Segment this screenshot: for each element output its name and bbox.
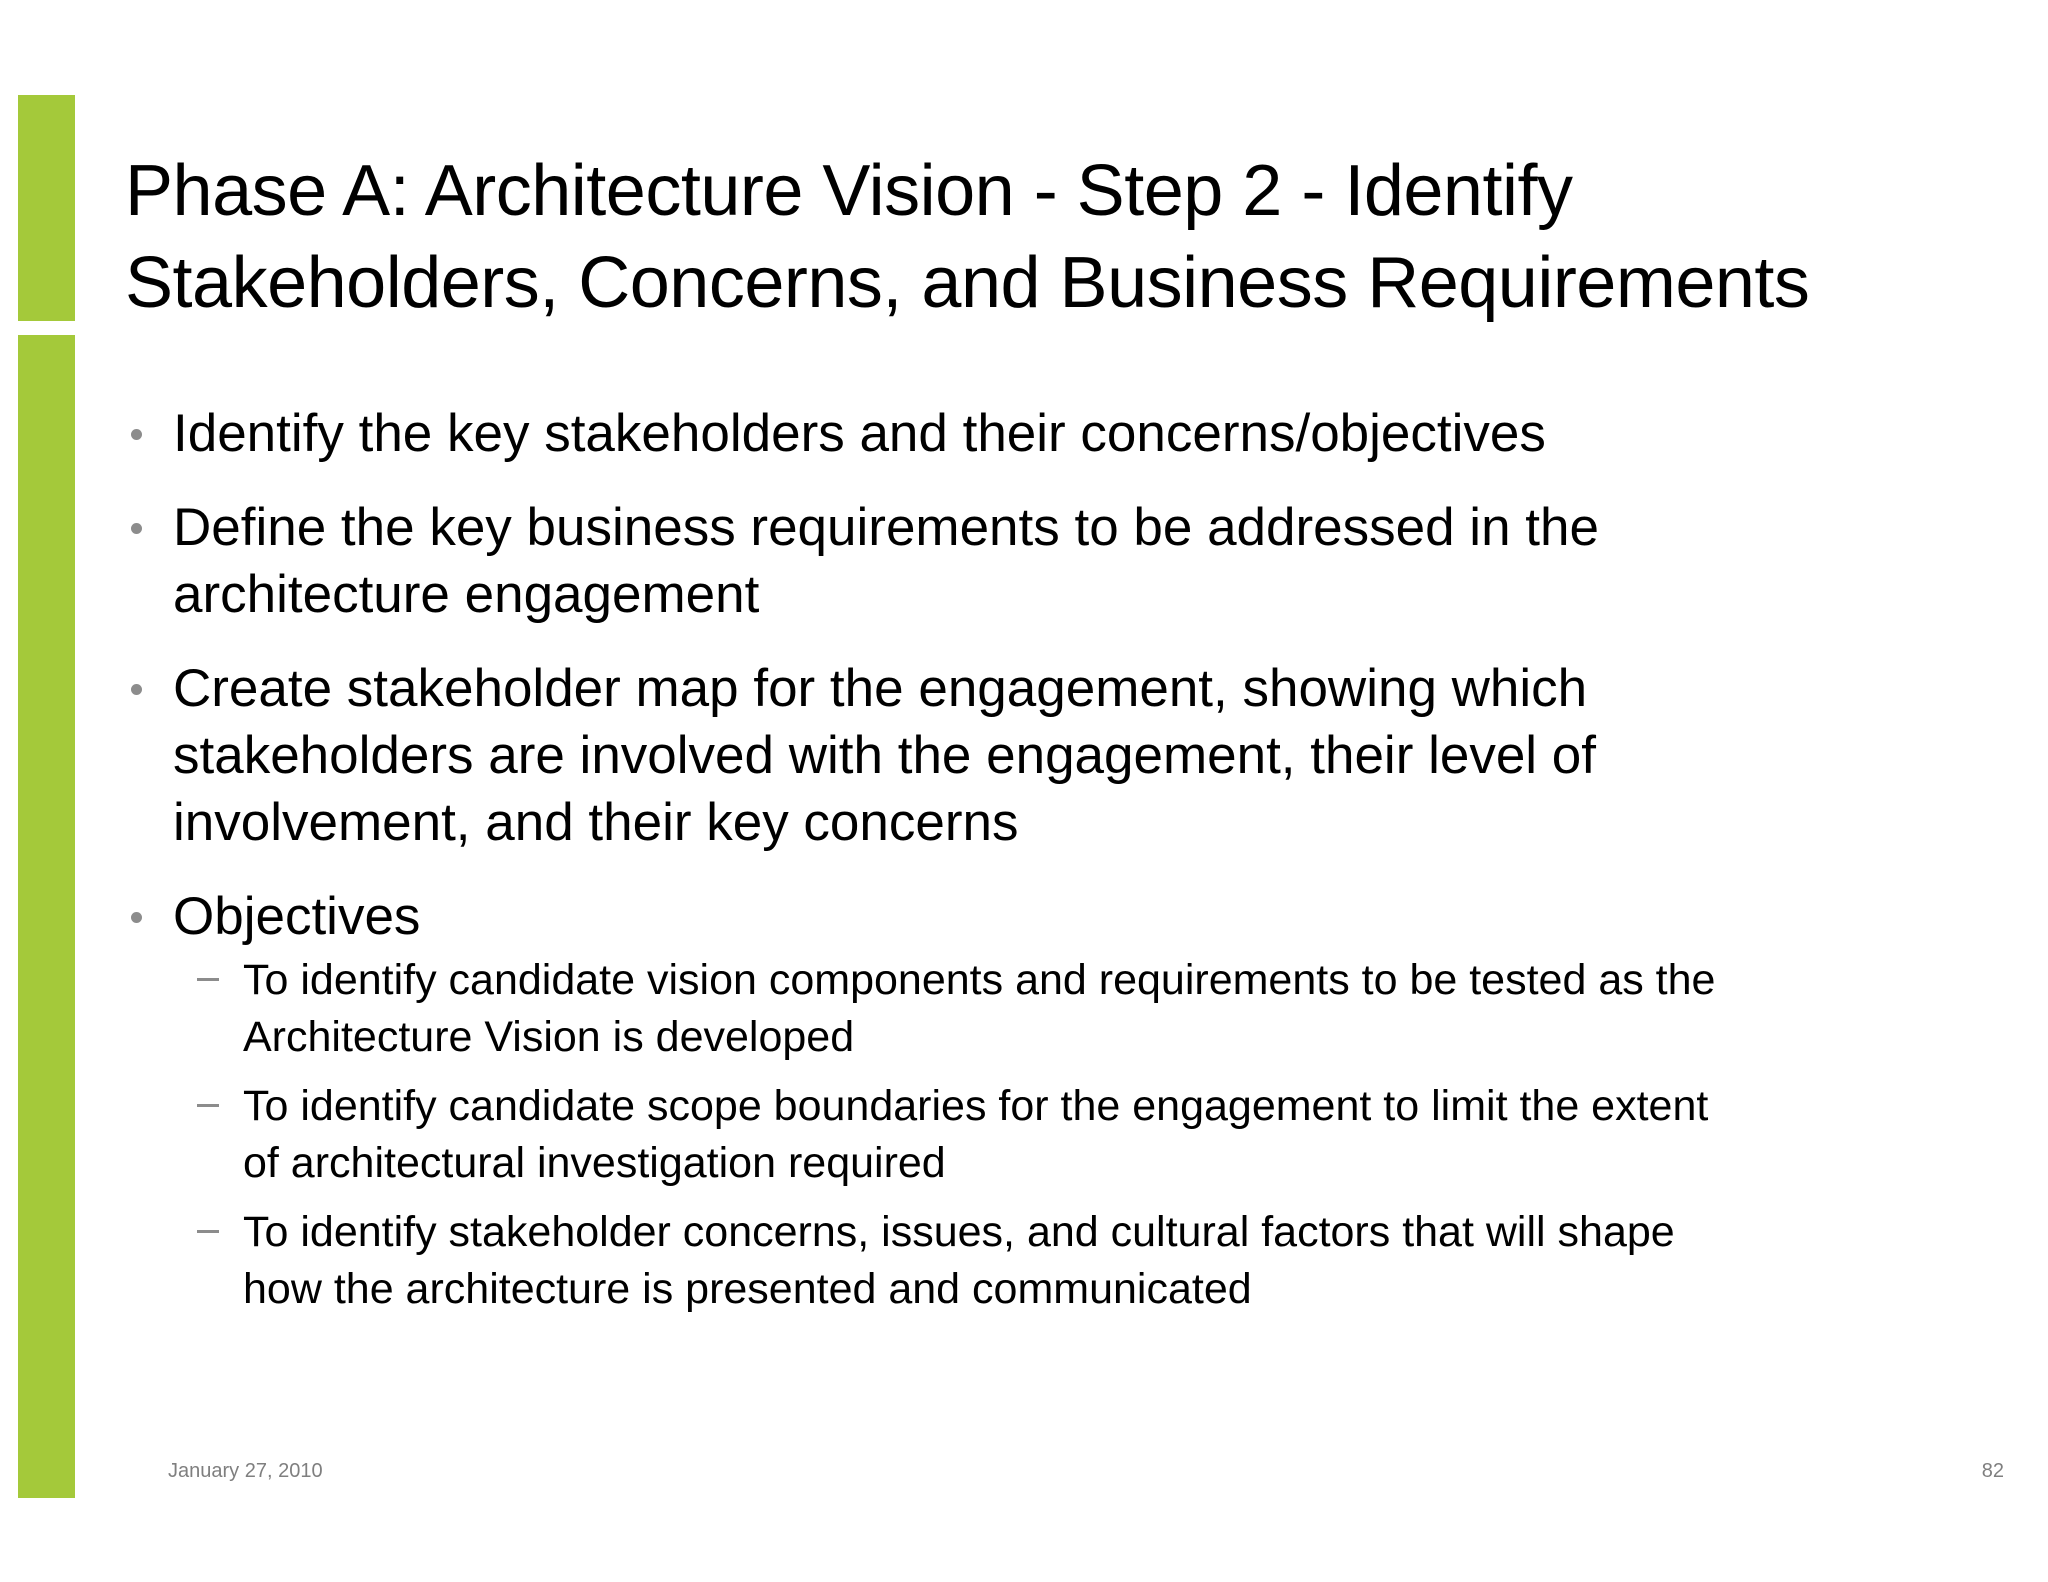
bullet-item [125, 494, 2005, 628]
footer-date: January 27, 2010 [168, 1460, 323, 1482]
sub-bullet-text-line: how the architecture is presented and communicated [243, 1265, 1252, 1313]
bullet-text-line: Define the key business requirements to be addressed in the [173, 498, 1599, 557]
dash-icon [197, 1104, 219, 1107]
sub-bullet-text-line: Architecture Vision is developed [243, 1013, 855, 1061]
accent-bar-bottom [18, 335, 75, 1498]
bullet-text-line: architecture engagement [173, 565, 760, 624]
bullet-item [125, 655, 2005, 856]
bullet-dot-icon [131, 684, 142, 695]
bullet-list [125, 400, 2005, 1345]
slide-title-line-2: Stakeholders, Concerns, and Business Requirements [125, 243, 1810, 323]
sub-bullet-text-line: To identify candidate scope boundaries for the engagement to limit the extent [243, 1082, 1709, 1130]
bullet-text-line: Create stakeholder map for the engagement, showing which [173, 659, 1588, 718]
bullet-text-line: Objectives [173, 887, 421, 946]
dash-icon [197, 1230, 219, 1233]
page-number: 82 [1981, 1460, 2004, 1482]
sub-bullet-text-line: To identify stakeholder concerns, issues, and cultural factors that will shape [243, 1208, 1675, 1256]
bullet-item [125, 400, 2005, 467]
slide-title-line-1: Phase A: Architecture Vision - Step 2 - Identify [125, 151, 1573, 231]
sub-bullet-item [173, 1204, 2005, 1318]
sub-bullet-item [173, 1078, 2005, 1192]
accent-bar-top [18, 95, 75, 321]
bullet-item [125, 883, 2005, 1318]
slide-title [125, 145, 1985, 329]
sub-bullet-text-line: of architectural investigation required [243, 1139, 946, 1187]
bullet-dot-icon [131, 912, 142, 923]
sub-bullet-item [173, 952, 2005, 1066]
objectives-sub-list [173, 952, 2005, 1318]
bullet-text-line: involvement, and their key concerns [173, 793, 1019, 852]
bullet-text-line: stakeholders are involved with the engagement, their level of [173, 726, 1597, 785]
bullet-dot-icon [131, 523, 142, 534]
sub-bullet-text-line: To identify candidate vision components and requirements to be tested as the [243, 956, 1716, 1004]
dash-icon [197, 978, 219, 981]
bullet-dot-icon [131, 429, 142, 440]
bullet-text-line: Identify the key stakeholders and their concerns/objectives [173, 404, 1546, 463]
